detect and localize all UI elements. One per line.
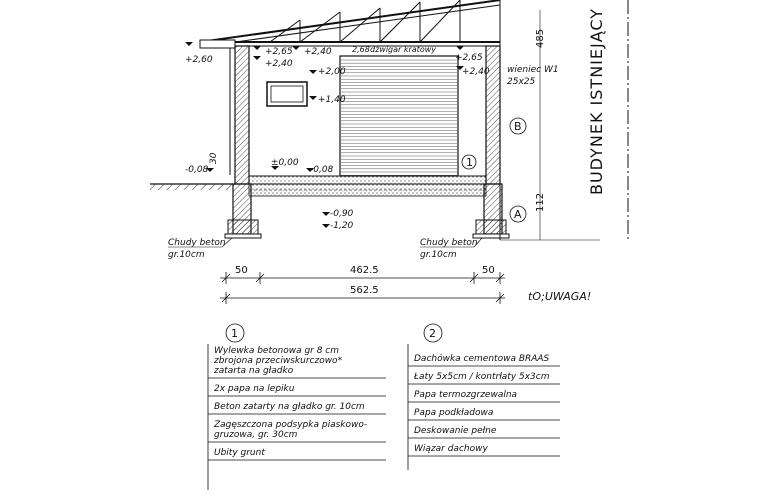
garage-door xyxy=(340,56,458,176)
dim-30: 30 xyxy=(209,152,219,164)
svg-text:1: 1 xyxy=(466,156,473,169)
axis-b-marker xyxy=(510,118,526,134)
legend-item-text: Zagęszczona podsypka piaskowo- xyxy=(214,420,368,430)
chudy-right-2: gr.10cm xyxy=(420,250,457,260)
level-foundation-top: -0,90 xyxy=(330,209,354,219)
dim-112: 112 xyxy=(535,192,546,212)
wieniec-size: 25x25 xyxy=(507,77,536,87)
legend-item-text: Deskowanie pełne xyxy=(414,426,497,436)
dim-485: 485 xyxy=(535,28,546,48)
legend-item-text: Wylewka betonowa gr 8 cm xyxy=(214,346,340,356)
level-eave-left: +2,65 xyxy=(265,47,293,57)
chudy-left-1: Chudy beton xyxy=(168,238,226,248)
dim-total: 562.5 xyxy=(350,285,379,296)
window xyxy=(267,82,307,106)
legend-item-text: Dachówka cementowa BRAAS xyxy=(414,354,550,364)
legend-item-text: Papa podkładowa xyxy=(414,408,494,418)
dim-middle: 462.5 xyxy=(350,265,379,276)
level-eave-right: +2,65 xyxy=(455,53,483,63)
dim-left: 50 xyxy=(235,265,248,276)
left-wall xyxy=(235,46,249,184)
legend-item-text: zbrojona przeciwskurczowo* xyxy=(214,356,343,366)
legend-1-number: 1 xyxy=(231,327,238,340)
wieniec-label: wieniec W1 xyxy=(507,65,559,75)
legend-item-text: Łaty 5x5cm / kontrłaty 5x3cm xyxy=(414,372,550,382)
legend-item-text: Beton zatarty na gładko gr. 10cm xyxy=(214,402,365,412)
detail-1-marker xyxy=(462,155,476,169)
level-foundation-bottom: -1,20 xyxy=(330,221,354,231)
legend-item-text: Wiązar dachowy xyxy=(414,444,488,454)
legend-2 xyxy=(408,324,560,470)
axis-a-marker xyxy=(510,206,526,222)
level-girder-mid: 2,68 xyxy=(352,45,370,54)
legend-item-text: zatarta na gładko xyxy=(214,366,294,376)
legend-item-text: Ubity grunt xyxy=(214,448,265,458)
legend-item-text: Papa termozgrzewalna xyxy=(414,390,518,400)
legend-2-number: 2 xyxy=(429,327,436,340)
chudy-right-1: Chudy beton xyxy=(420,238,478,248)
level-ground-left: -0,08 xyxy=(185,165,209,175)
floor-slab xyxy=(249,176,486,196)
level-window-sill: +1,40 xyxy=(318,95,346,105)
roof-truss xyxy=(200,0,500,48)
ground-line xyxy=(150,184,233,190)
svg-text:B: B xyxy=(514,120,522,133)
level-floor-zero: ±0,00 xyxy=(271,158,299,168)
legend-item-text: gruzowa, gr. 30cm xyxy=(214,430,298,440)
dim-right: 50 xyxy=(482,265,495,276)
level-girder-left: +2,40 xyxy=(304,47,332,57)
legend-item-text: 2x papa na lepiku xyxy=(214,384,295,394)
svg-text:A: A xyxy=(514,208,522,221)
chudy-left-2: gr.10cm xyxy=(168,250,205,260)
level-door-top: +2,00 xyxy=(318,67,346,77)
girder-label: dźwigar kratowy xyxy=(370,45,436,54)
level-eave-left-low: +2,40 xyxy=(265,59,293,69)
level-roof-edge: +2,60 xyxy=(185,55,213,65)
legend-1 xyxy=(208,324,386,490)
note-uwaga: tO;UWAGA! xyxy=(528,290,592,303)
level-ground-mid: -0,08 xyxy=(310,165,334,175)
level-eave-right-low: +2,40 xyxy=(462,67,490,77)
existing-building-label: BUDYNEK ISTNIEJĄCY xyxy=(587,7,606,195)
